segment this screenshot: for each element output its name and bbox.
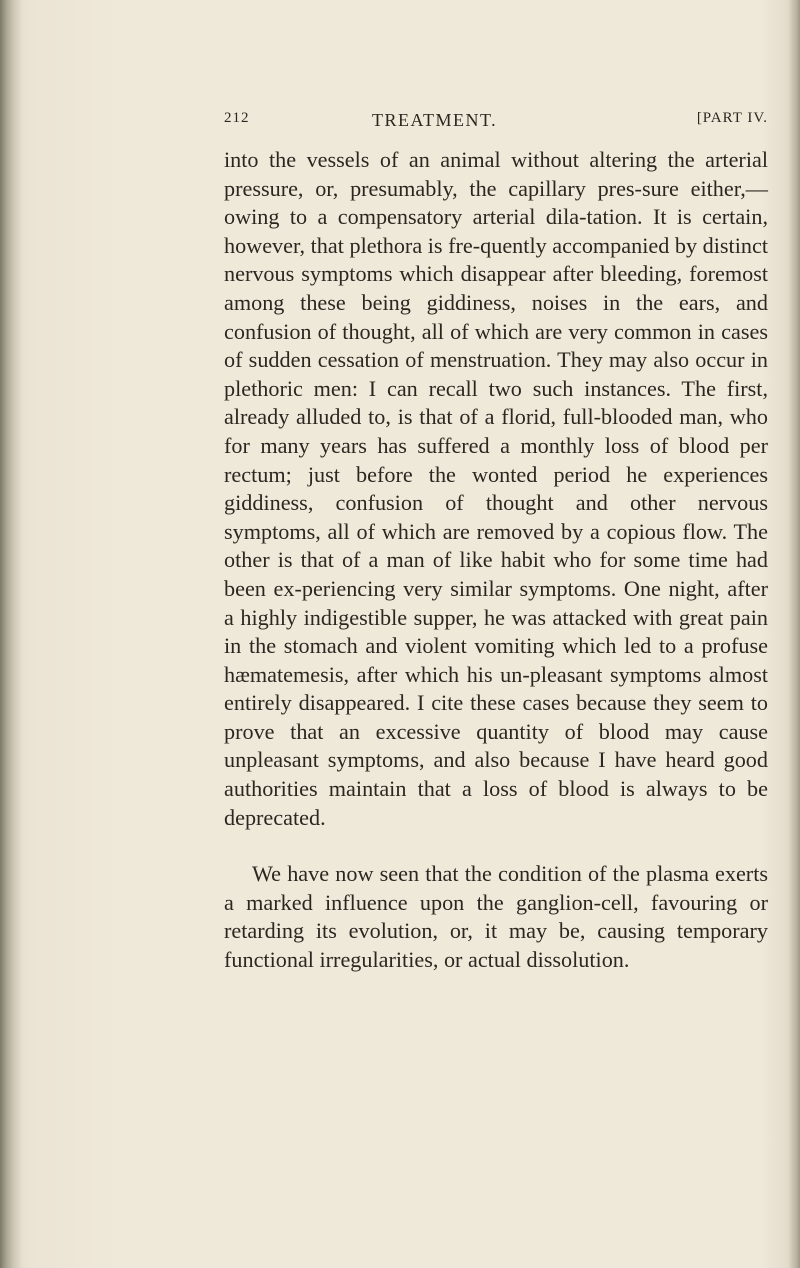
part-label: [PART IV. [696,110,768,126]
body-text [224,146,768,975]
page-binding-shadow [0,0,22,1268]
running-title: TREATMENT. [372,110,498,130]
running-header [224,110,768,138]
paragraph-continuation: into the vessels of an animal without altering the arterial pressure, or, presumably, the capillary pres-sure either,—owing to a compensatory arterial dila-tation. It is certain, however, that plethora is fre-quently accompanied by distinct nervous symptoms which disappear after bleeding, foremost among these being giddiness, noises in the ears, and confusion of thought, all of which are very common in cases of sudden cessation of menstruation. They may also occur in plethoric men: I can recall two such instances. The first, already alluded to, is that of a florid, full-blooded man, who for many years has suffered a monthly loss of blood per rectum; just before the wonted period he experiences giddiness, confusion of thought and other nervous symptoms, all of which are removed by a copious flow. The other is that of a man of like habit who for some time had been ex-periencing very similar symptoms. One night, after a highly indigestible supper, he was attacked with great pain in the stomach and violent vomiting which led to a profuse hæmatemesis, after which his un-pleasant symptoms almost entirely disappeared. I cite these cases because they seem to prove that an excessive quantity of blood may cause unpleasant symptoms, and also because I have heard good authorities maintain that a loss of blood is always to be deprecated. [224,147,768,830]
page-edge-shadow [788,0,800,1268]
page-number: 212 [224,110,250,126]
paragraph-plasma-influence: We have now seen that the condition of the plasma exerts a marked influence upon the ganglion-cell, favouring or retarding its evolution, or, it may be, causing temporary functional irregularities, or actual dissolution. [224,861,768,973]
